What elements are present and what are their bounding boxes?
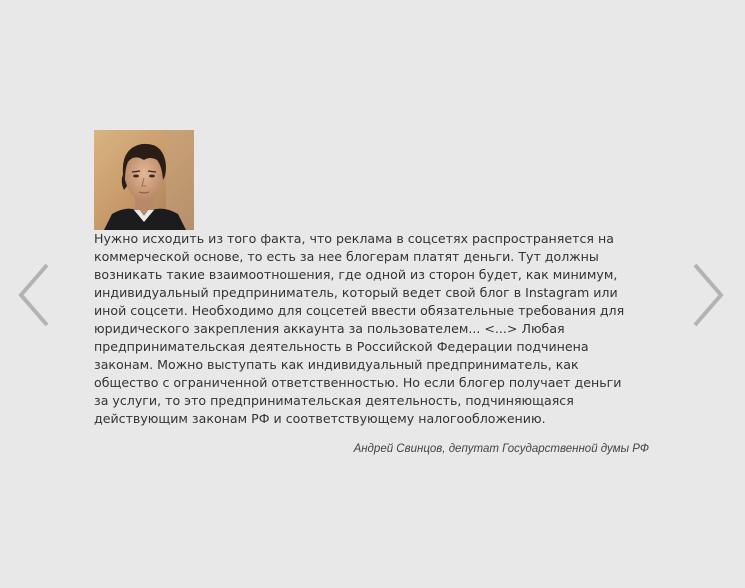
- chevron-right-icon: [692, 262, 726, 328]
- author-photo: [94, 130, 194, 230]
- quote-text: Нужно исходить из того факта, что реклама в соцсетях распространяется на коммерческой основе, то есть за нее блогерам платят деньги. Тут должны возникать такие взаимоотношения, где одной из сторон будет, как минимум, индивидуальный предприниматель, который ведет свой блог в Instagram или иной соцсети. Необходимо для соцсетей ввести обязательные требования для юридического закрепления аккаунта за пользователем... <...> Любая предпринимательская деятельность в Российской Федерации подчинена законам. Можно выступать как индивидуальный предприниматель, как общество с ограниченной ответственностью. Но если блогер получает деньги за услуги, то это предпринимательская деятельность, подчиняющаяся действующим законам РФ и соответствующему налогообложению.: [94, 231, 625, 426]
- next-slide-button[interactable]: [692, 262, 726, 328]
- prev-slide-button[interactable]: [16, 262, 50, 328]
- chevron-left-icon: [16, 262, 50, 328]
- quote-author: Андрей Свинцов, депутат Государственной думы РФ: [353, 443, 649, 455]
